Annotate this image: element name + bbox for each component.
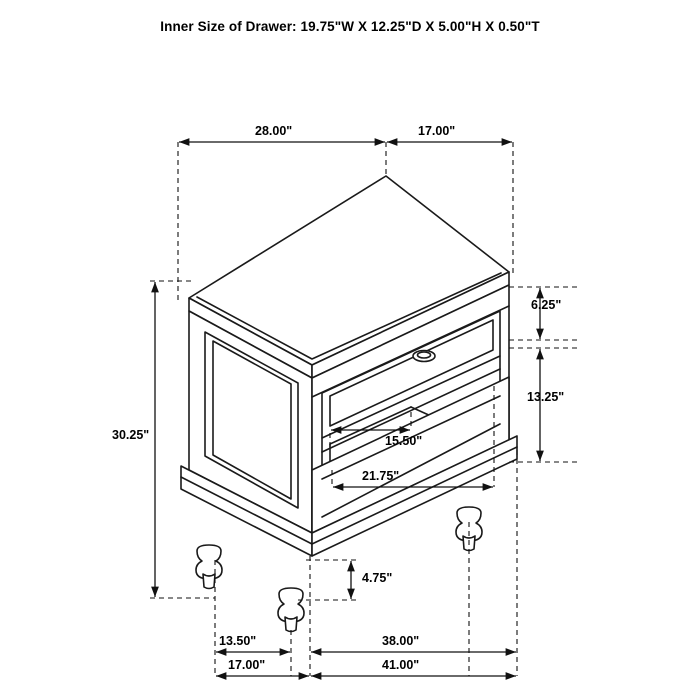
dim-foot-height: 4.75" — [362, 571, 393, 585]
dim-inner-width: 15.50" — [385, 434, 423, 448]
dim-base-left: 13.50" — [219, 634, 257, 648]
dim-inner-depth: 21.75" — [362, 469, 400, 483]
dim-top-left: 28.00" — [255, 124, 293, 138]
dim-top-right: 17.00" — [418, 124, 456, 138]
page-title: Inner Size of Drawer: 19.75"W X 12.25"D X 5.00"H X 0.50"T — [160, 19, 540, 34]
dim-bottom-left: 17.00" — [228, 658, 266, 672]
dim-side-height-right: 13.25" — [527, 390, 565, 404]
dim-drawer-face-height: 6.25" — [531, 298, 562, 312]
dim-overall-height: 30.25" — [112, 428, 150, 442]
dim-base-right: 38.00" — [382, 634, 420, 648]
dim-bottom-right: 41.00" — [382, 658, 420, 672]
